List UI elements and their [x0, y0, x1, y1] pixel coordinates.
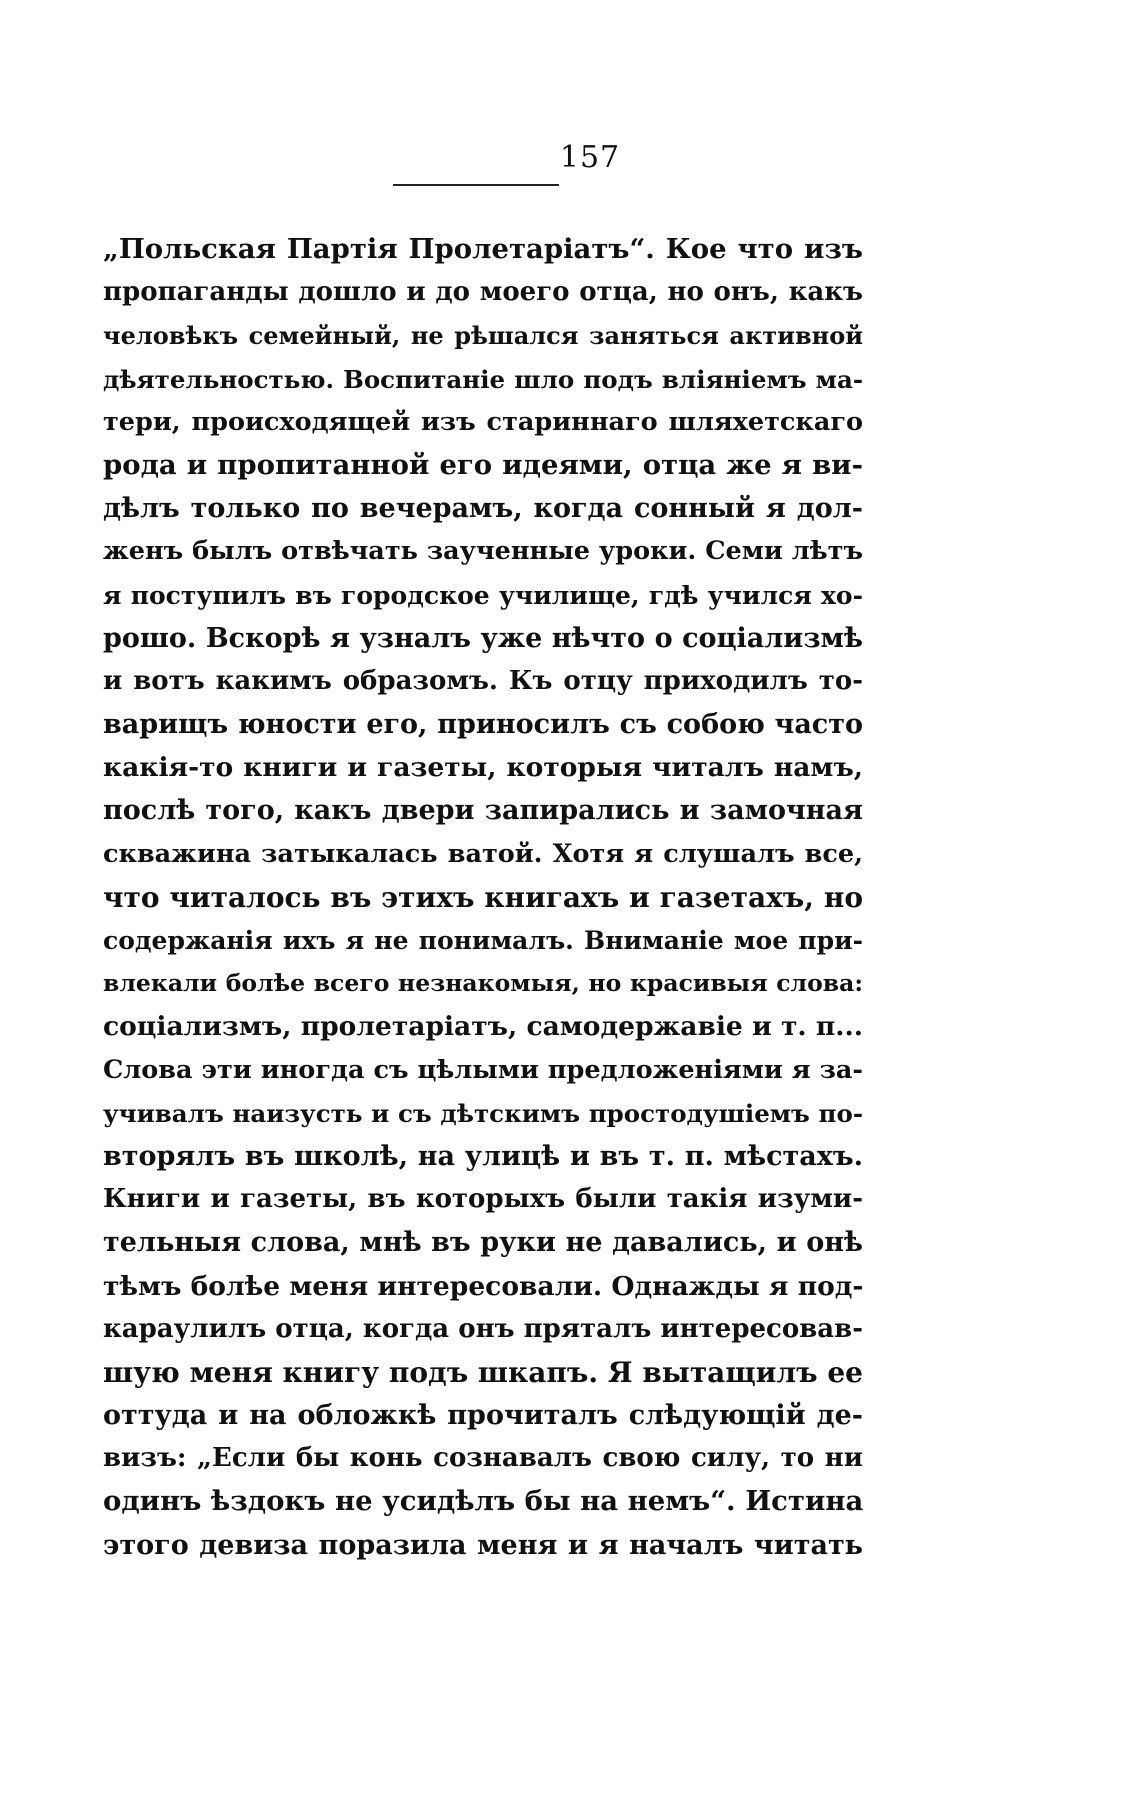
text-line: вторялъ въ школѣ, на улицѣ и въ т. п. мѣстахъ. [103, 1140, 863, 1172]
text-line: я поступилъ въ городское училище, гдѣ учился хо- [103, 580, 863, 610]
text-line: тельныя слова, мнѣ въ руки не давались, и онѣ [103, 1227, 863, 1259]
text-line: пропаганды дошло и до моего отца, но онъ, какъ [103, 277, 863, 308]
text-line: оттуда и на обложкѣ прочиталъ слѣдующій де- [103, 1400, 863, 1432]
page-number: 157 [559, 140, 621, 175]
text-line: рода и пропитанной его идеями, отца же я ви- [103, 448, 863, 481]
text-line: шую меня книгу подъ шкапъ. Я вытащилъ ее [103, 1355, 863, 1389]
text-line: варищъ юности его, приносилъ съ собою часто [103, 709, 863, 741]
text-line: скважина затыкалась ватой. Хотя я слушалъ все, [103, 838, 863, 869]
text-line: Слова эти иногда съ цѣлыми предложеніями я за- [103, 1054, 863, 1085]
text-line: человѣкъ семейный, не рѣшался заняться активной [103, 321, 863, 351]
text-line: тери, происходящей изъ стариннаго шляхетскаго [103, 406, 863, 437]
text-line: и вотъ какимъ образомъ. Къ отцу приходилъ то- [103, 665, 863, 696]
text-line: тѣмъ болѣе меня интересовали. Однажды я под- [103, 1270, 864, 1302]
text-line: караулилъ отца, когда онъ пряталъ интересовав- [103, 1313, 863, 1344]
text-line: дѣлъ только по вечерамъ, когда сонный я дол- [103, 493, 863, 525]
text-line: женъ былъ отвѣчать заученные уроки. Семи лѣтъ [103, 536, 863, 567]
header-rule [393, 184, 559, 186]
body-text [103, 228, 863, 1567]
text-line: рошо. Вскорѣ я узналъ уже нѣчто о соціализмѣ [103, 622, 863, 654]
text-line: послѣ того, какъ двери запирались и замочная [103, 795, 863, 827]
text-line: что читалось въ этихъ книгахъ и газетахъ, но [103, 880, 863, 914]
text-line: учивалъ наизусть и съ дѣтскимъ простодушіемъ по- [103, 1098, 863, 1128]
text-line: влекали болѣе всего незнакомыя, но красивыя слова: [103, 969, 863, 998]
text-line: Книги и газеты, въ которыхъ были такія изуми- [103, 1184, 863, 1215]
text-line: какія-то книги и газеты, которыя читалъ намъ, [103, 752, 863, 784]
text-line: визъ: „Если бы конь сознавалъ свою силу, то ни [103, 1443, 863, 1474]
text-line: дѣятельностью. Воспитаніе шло подъ вліяніемъ ма- [103, 364, 863, 394]
text-line: этого девиза поразила меня и я началъ читать [103, 1529, 863, 1561]
text-line: „Польская Партія Пролетаріатъ“. Кое что изъ [103, 233, 863, 265]
text-line: соціализмъ, пролетаріатъ, самодержавіе и т. п... [103, 1011, 863, 1043]
text-line: содержанія ихъ я не понималъ. Вниманіе мое при- [103, 926, 863, 955]
text-line: одинъ ѣздокъ не усидѣлъ бы на немъ“. Истина [103, 1485, 864, 1518]
